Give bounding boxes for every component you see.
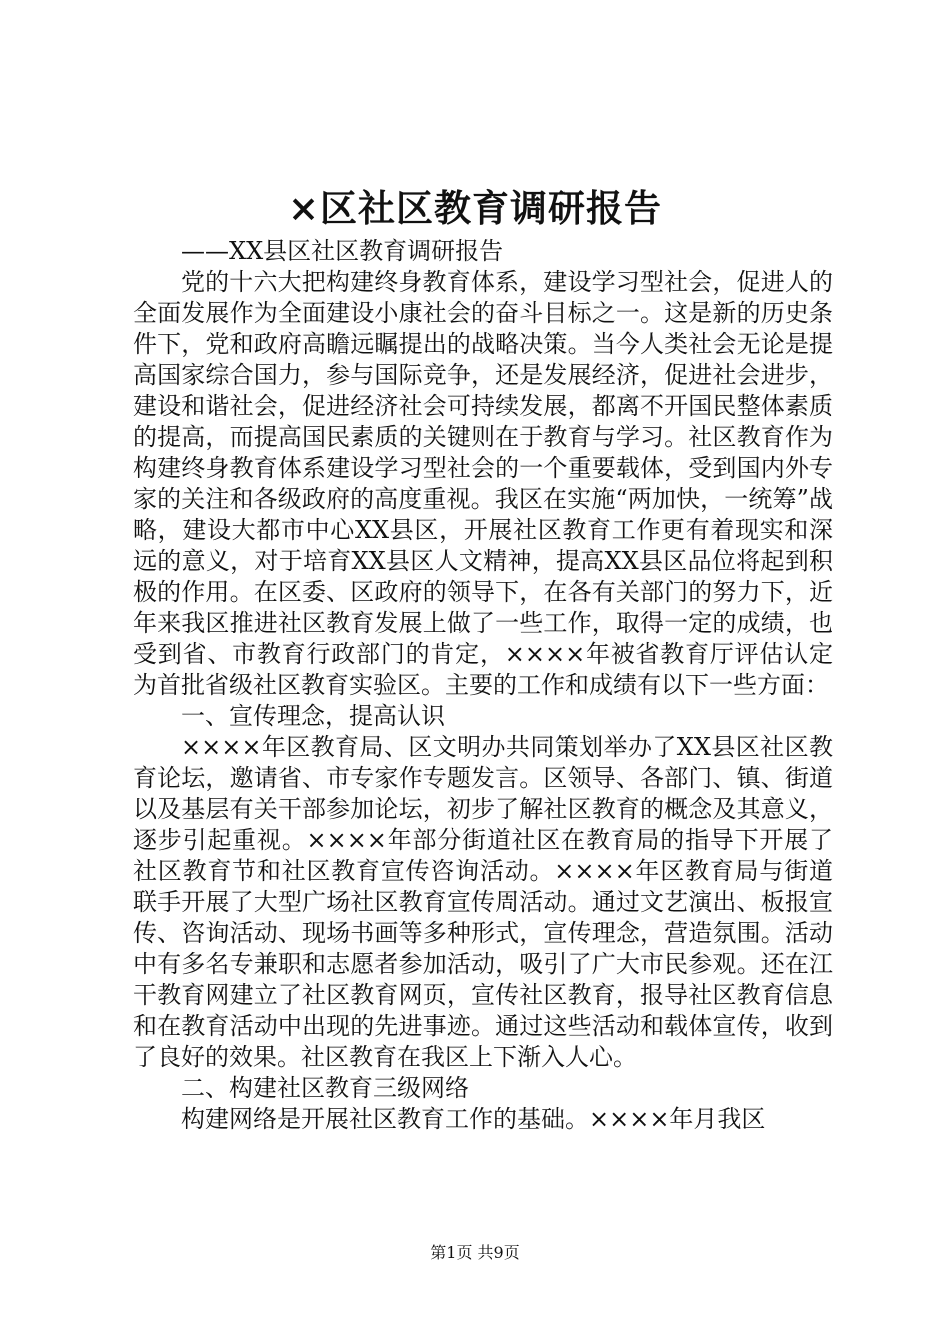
- document-title: ×区社区教育调研报告: [287, 186, 662, 230]
- document-subtitle: ——XX县区社区教育调研报告: [181, 237, 504, 265]
- document-body: [133, 236, 833, 1135]
- page-footer: 第1页 共9页: [430, 1243, 520, 1262]
- section-heading-2: 二、构建社区教育三级网络: [181, 1074, 469, 1102]
- paragraph-intro: 党的十六大把构建终身教育体系，建设学习型社会，促进人的全面发展作为全面建设小康社会的奋斗目标之一。这是新的历史条件下，党和政府高瞻远瞩提出的战略决策。当今人类社会无论是提高国家综合国力，参与国际竞争，还是发展经济，促进社会进步，建设和谐社会，促进经济社会可持续发展，都离不开国民整体素质的提高，而提高国民素质的关键则在于教育与学习。社区教育作为构建终身教育体系建设学习型社会的一个重要载体，受到国内外专家的关注和各级政府的高度重视。我区在实施“两加快，一统筹”战略，建设大都市中心XX县区，开展社区教育工作更有着现实和深远的意义，对于培育XX县区人文精神，提高XX县区品位将起到积极的作用。在区委、区政府的领导下，在各有关部门的努力下，近年来我区推进社区教育发展上做了一些工作，取得一定的成绩，也受到省、市教育行政部门的肯定，××××年被省教育厅评估认定为首批省级社区教育实验区。主要的工作和成绩有以下一些方面：: [133, 268, 833, 699]
- section-heading-1: 一、宣传理念，提高认识: [181, 702, 445, 730]
- paragraph-section-1: ××××年区教育局、区文明办共同策划举办了XX县区社区教育论坛，邀请省、市专家作专题发言。区领导、各部门、镇、街道以及基层有关干部参加论坛，初步了解社区教育的概念及其意义，逐步引起重视。××××年部分街道社区在教育局的指导下开展了社区教育节和社区教育宣传咨询活动。××××年区教育局与街道联手开展了大型广场社区教育宣传周活动。通过文艺演出、板报宣传、咨询活动、现场书画等多种形式，宣传理念，营造氛围。活动中有多名专兼职和志愿者参加活动，吸引了广大市民参观。还在江干教育网建立了社区教育网页，宣传社区教育，报导社区教育信息和在教育活动中出现的先进事迹。通过这些活动和载体宣传，收到了良好的效果。社区教育在我区上下渐入人心。: [133, 733, 833, 1071]
- paragraph-section-2: 构建网络是开展社区教育工作的基础。××××年月我区: [181, 1105, 766, 1133]
